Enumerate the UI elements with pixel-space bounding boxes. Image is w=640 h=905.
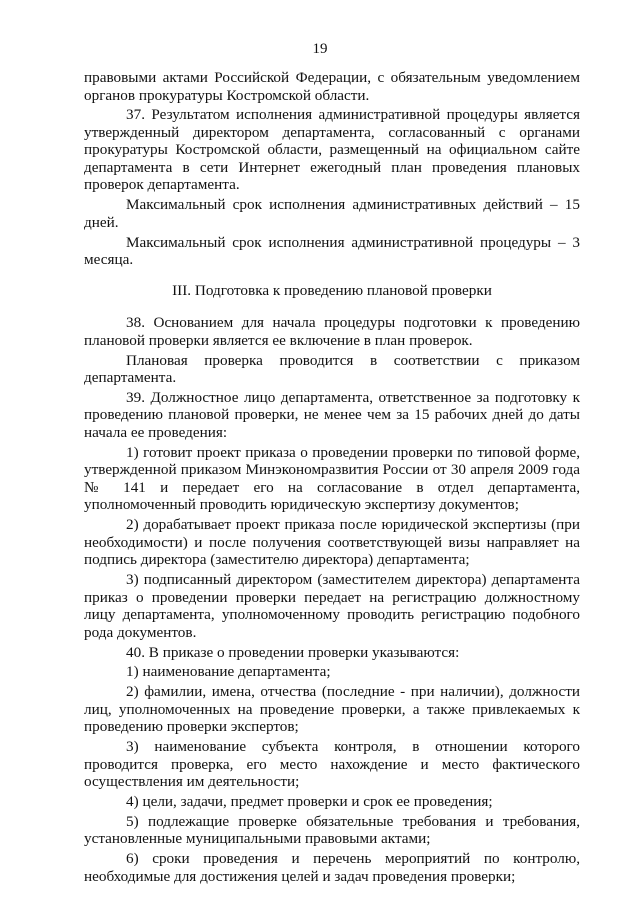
paragraphs-after-heading [84,314,580,885]
paragraph-p40: 40. В приказе о проведении проверки указываются: [126,643,460,661]
paragraph-max2: Максимальный срок исполнения административной процедуры – 3 месяца. [84,233,580,269]
page-number: 19 [312,41,328,57]
paragraph-p39-3: 3) подписанный директором (заместителем директора) департамента приказ о проведении проверки передает на регистрацию должностному лицу департамента, уполномоченному проводить регистрацию подобного рода документов. [84,571,580,641]
paragraph-p39-1: 1) готовит проект приказа о проведении проверки по типовой форме, утвержденной приказом Минэкономразвития России от 30 апреля 2009 года № 141 и передает его на согласование в отдел департамента, уполномоченный проводить юридическую экспертизу документов; [84,443,580,514]
paragraph-p40-6: 6) сроки проведения и перечень мероприятий по контролю, необходимые для достижения целей и задач проведения проверки; [84,850,580,885]
paragraph-p37: 37. Результатом исполнения административной процедуры является утвержденный директором департамента, согласованный с органами прокуратуры Костромской области, размещенный на официальном сайте департамента в сети Интернет ежегодный план проведения плановых проверок департамента. [84,106,580,194]
document-body [84,69,580,888]
paragraphs-before-heading [84,69,580,269]
paragraph-cont: правовыми актами Российской Федерации, с обязательным уведомлением органов прокуратуры Костромской области. [84,69,580,104]
paragraph-p39-2: 2) дорабатывает проект приказа после юридической экспертизы (при необходимости) и после получения соответствующей визы направляет на подпись директора (заместителю директора) департамента; [84,516,580,569]
paragraph-p40-5: 5) подлежащие проверке обязательные требования и требования, установленные муниципальными правовыми актами; [84,812,580,848]
paragraph-p39: 39. Должностное лицо департамента, ответственное за подготовку к проведению плановой проверки, не менее чем за 15 рабочих дней до даты начала ее проведения: [84,388,580,441]
paragraph-p40-2: 2) фамилии, имена, отчества (последние - при наличии), должности лиц, уполномоченных на проведение проверки, а также привлекаемых к проведению проверки экспертов; [84,683,580,736]
paragraph-max1: Максимальный срок исполнения административных действий – 15 дней. [84,196,580,231]
section-heading: III. Подготовка к проведению плановой проверки [172,281,492,299]
paragraph-p40-4: 4) цели, задачи, предмет проверки и срок ее проведения; [126,793,493,811]
paragraph-p40-1: 1) наименование департамента; [126,663,331,681]
paragraph-p38: 38. Основанием для начала процедуры подготовки к проведению плановой проверки является ее включение в план проверок. [84,314,580,349]
paragraph-p38b: Плановая проверка проводится в соответствии с приказом департамента. [84,351,580,387]
paragraph-p40-3: 3) наименование субъекта контроля, в отношении которого проводится проверка, его место нахождение и место фактического осуществления им деятельности; [84,738,580,791]
